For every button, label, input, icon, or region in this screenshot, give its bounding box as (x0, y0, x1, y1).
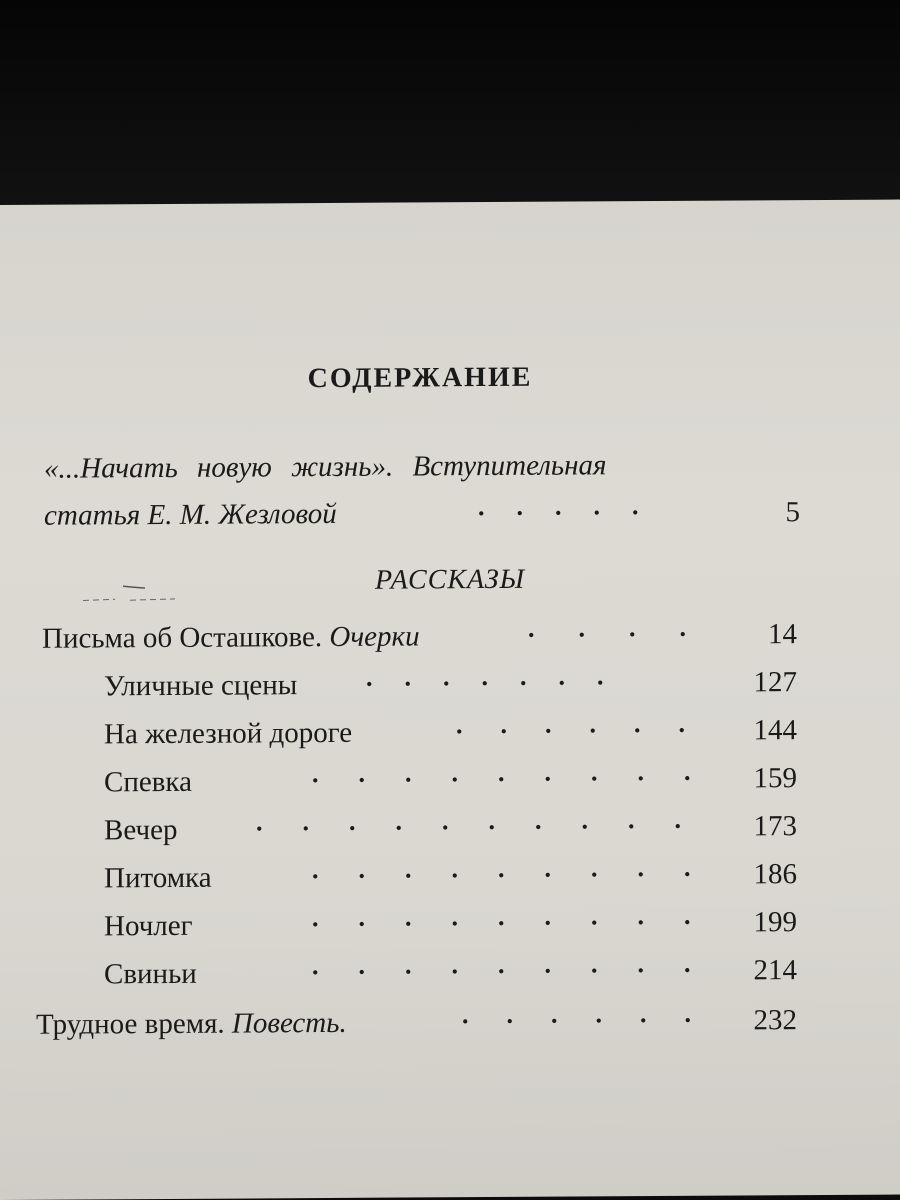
leader-dots: ......... (312, 900, 731, 933)
entry-page-number: 199 (753, 906, 797, 939)
entry-title: Трудное время. (36, 1007, 225, 1041)
leader-dots: ..... (478, 490, 671, 522)
toc-entry-spevka: Спевка (104, 765, 192, 799)
entry-page-number: 214 (753, 954, 797, 987)
leader-dots: ......... (312, 852, 731, 885)
toc-entry-street-scenes: Уличные сцены (104, 669, 298, 703)
toc-entry-railway: На железной дороге (104, 716, 353, 751)
intro-page-number: 5 (785, 496, 800, 529)
entry-page-number: 173 (753, 810, 797, 843)
entry-page-number: 159 (753, 762, 797, 795)
toc-entry-nochleg: Ночлег (104, 909, 193, 943)
intro-entry-line2: статья Е. М. Жезловой (44, 497, 337, 532)
entry-page-number: 186 (753, 858, 797, 891)
leader-dots: ......... (312, 756, 731, 789)
leader-dots: .......... (256, 804, 721, 837)
entry-page-number: 144 (753, 714, 797, 747)
leader-dots: ...... (456, 708, 723, 740)
book-page (0, 200, 900, 1200)
entry-subtitle: Очерки (329, 620, 420, 653)
entry-page-number: 127 (753, 666, 797, 699)
entry-title: Письма об Осташкове. (42, 621, 323, 655)
page-title: СОДЕРЖАНИЕ (307, 361, 533, 395)
leader-dots: ......... (312, 948, 731, 981)
entry-subtitle: Повесть. (231, 1006, 347, 1040)
leader-dots: .... (528, 612, 730, 643)
entry-page-number: 14 (768, 618, 797, 651)
toc-entry-evening: Вечер (104, 813, 178, 847)
intro-entry-line1: «...Начать новую жизнь». Вступительная (44, 449, 607, 485)
leader-dots: ....... (366, 661, 636, 692)
leader-dots: ...... (462, 998, 729, 1030)
toc-entry-hard-time (36, 1007, 347, 1042)
entry-page-number: 232 (753, 1004, 797, 1037)
dark-background (0, 0, 900, 215)
section-heading: РАССКАЗЫ (374, 563, 525, 596)
toc-entry-letters-ostashkov (42, 620, 420, 655)
toc-entry-svini: Свиньи (104, 957, 197, 991)
toc-entry-pitomka: Питомка (104, 861, 212, 895)
